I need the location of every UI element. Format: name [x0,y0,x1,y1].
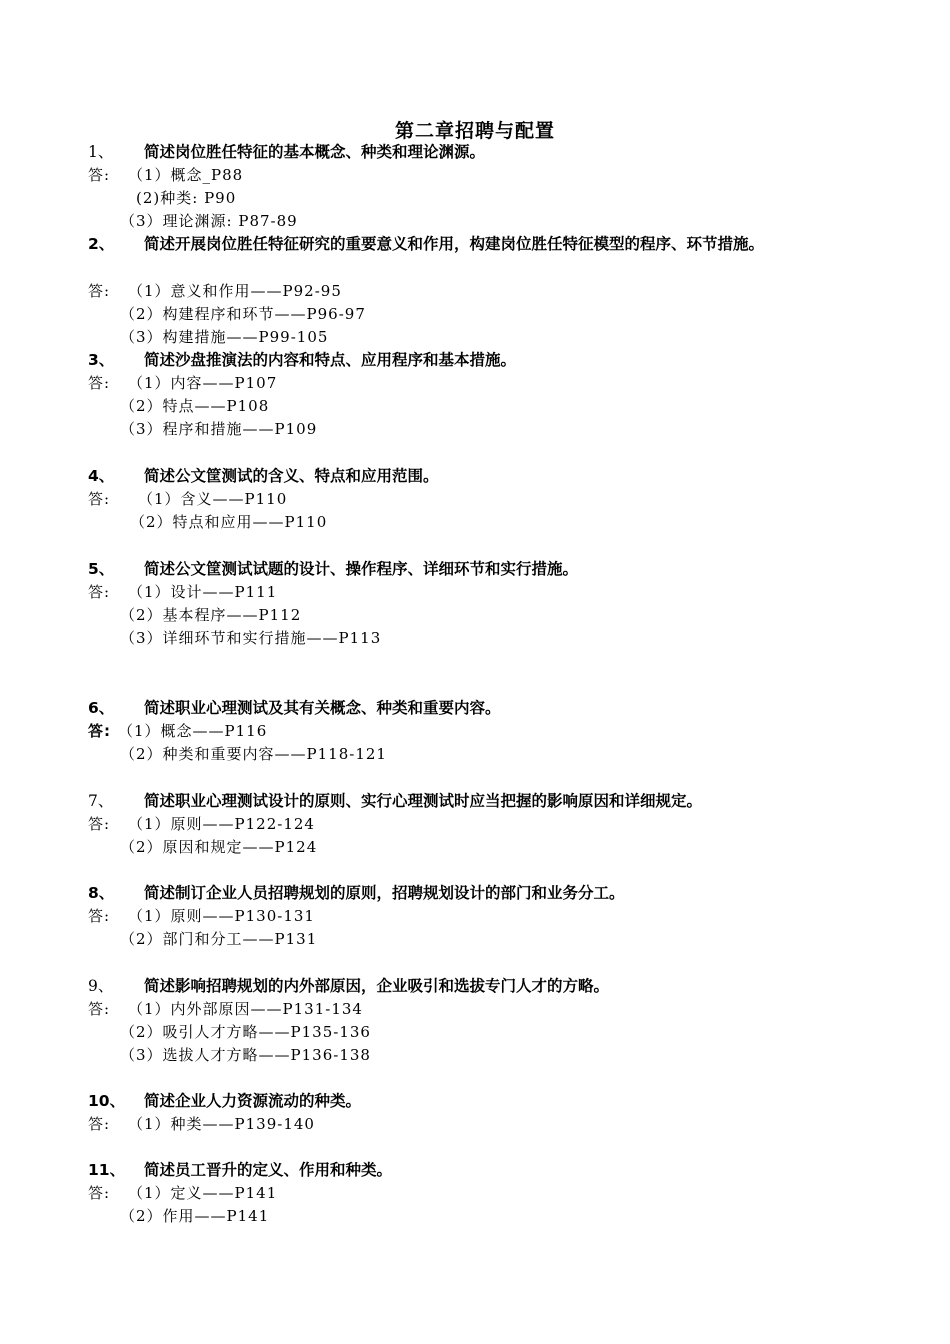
question-8 [88,882,625,905]
question-text: 简述岗位胜任特征的基本概念、种类和理论渊源。 [144,143,486,161]
question-text: 简述制订企业人员招聘规划的原则，招聘规划设计的部门和业务分工。 [144,884,625,902]
answer-line: （1）意义和作用——P92-95 [128,282,342,300]
answer-line: （2）作用——P141 [120,1207,270,1225]
answer-line: （3）构建措施——P99-105 [120,328,329,346]
answer-line: （2）特点——P108 [120,397,270,415]
answer-label: 答: [88,490,111,508]
answer-2 [88,280,342,303]
answer-line: （1）内外部原因——P131-134 [128,1000,363,1018]
chapter-title: 第二章招聘与配置 [394,120,555,142]
answer-3 [88,372,277,395]
answer-line: （3）选拔人才方略——P136-138 [120,1046,371,1064]
answer-label: 答: [88,722,111,740]
question-number: 6、 [88,699,115,717]
answer-line: （1）概念——P116 [118,722,268,740]
question-number: 4、 [88,467,115,485]
answer-1 [88,164,243,187]
answer-line: （3）理论渊源: P87-89 [120,212,298,230]
answer-6 [88,720,267,743]
answer-10 [88,1113,315,1136]
question-text: 简述公文筐测试试题的设计、操作程序、详细环节和实行措施。 [144,560,579,578]
answer-label: 答: [88,166,111,184]
question-number: 7、 [88,792,114,810]
question-3 [88,349,516,372]
answer-line: （2）种类和重要内容——P118-121 [120,745,387,763]
answer-line: （3）详细环节和实行措施——P113 [120,629,382,647]
question-number: 5、 [88,560,115,578]
answer-label: 答: [88,1184,111,1202]
answer-line: （2）吸引人才方略——P135-136 [120,1023,371,1041]
answer-9 [88,998,363,1021]
question-6 [88,697,501,720]
question-number: 10、 [88,1092,126,1110]
question-text: 简述开展岗位胜任特征研究的重要意义和作用，构建岗位胜任特征模型的程序、环节措施。 [144,235,765,253]
answer-line: （1）原则——P130-131 [128,907,315,925]
question-text: 简述职业心理测试设计的原则、实行心理测试时应当把握的影响原因和详细规定。 [144,792,703,810]
answer-line: （1）含义——P110 [138,490,288,508]
answer-line: （2）原因和规定——P124 [120,838,318,856]
question-2 [88,233,878,256]
answer-label: 答: [88,907,111,925]
answer-line: （1）概念_P88 [128,166,244,184]
question-text: 简述影响招聘规划的内外部原因，企业吸引和选拔专门人才的方略。 [144,977,610,995]
answer-label: 答: [88,282,111,300]
answer-line: （1）种类——P139-140 [128,1115,315,1133]
answer-label: 答: [88,1115,111,1133]
question-number: 9、 [88,977,114,995]
question-1 [88,141,485,164]
answer-line: （3）程序和措施——P109 [120,420,318,438]
answer-line: （2）基本程序——P112 [120,606,302,624]
question-number: 3、 [88,351,115,369]
answer-line: （1）内容——P107 [128,374,278,392]
answer-5 [88,581,277,604]
answer-label: 答: [88,1000,111,1018]
answer-line: （2）部门和分工——P131 [120,930,318,948]
question-number: 2、 [88,235,115,253]
question-number: 8、 [88,884,115,902]
answer-label: 答: [88,583,111,601]
answer-label: 答: [88,374,111,392]
answer-7 [88,813,315,836]
question-11 [88,1159,392,1182]
answer-line: （2）特点和应用——P110 [130,513,328,531]
question-text: 简述企业人力资源流动的种类。 [144,1092,362,1110]
answer-line: (2)种类: P90 [136,189,237,207]
answer-4 [88,488,287,511]
question-text: 简述员工晋升的定义、作用和种类。 [144,1161,393,1179]
question-text: 简述公文筐测试的含义、特点和应用范围。 [144,467,439,485]
question-number: 1、 [88,143,114,161]
answer-line: （1）设计——P111 [128,583,278,601]
question-text: 简述沙盘推演法的内容和特点、应用程序和基本措施。 [144,351,517,369]
question-4 [88,465,439,488]
question-5 [88,558,578,581]
question-10 [88,1090,361,1113]
answer-line: （1）定义——P141 [128,1184,278,1202]
question-7 [88,790,702,813]
question-number: 11、 [88,1161,126,1179]
answer-8 [88,905,315,928]
answer-line: （2）构建程序和环节——P96-97 [120,305,366,323]
question-text: 简述职业心理测试及其有关概念、种类和重要内容。 [144,699,501,717]
question-9 [88,975,609,998]
answer-11 [88,1182,277,1205]
answer-label: 答: [88,815,111,833]
answer-line: （1）原则——P122-124 [128,815,315,833]
